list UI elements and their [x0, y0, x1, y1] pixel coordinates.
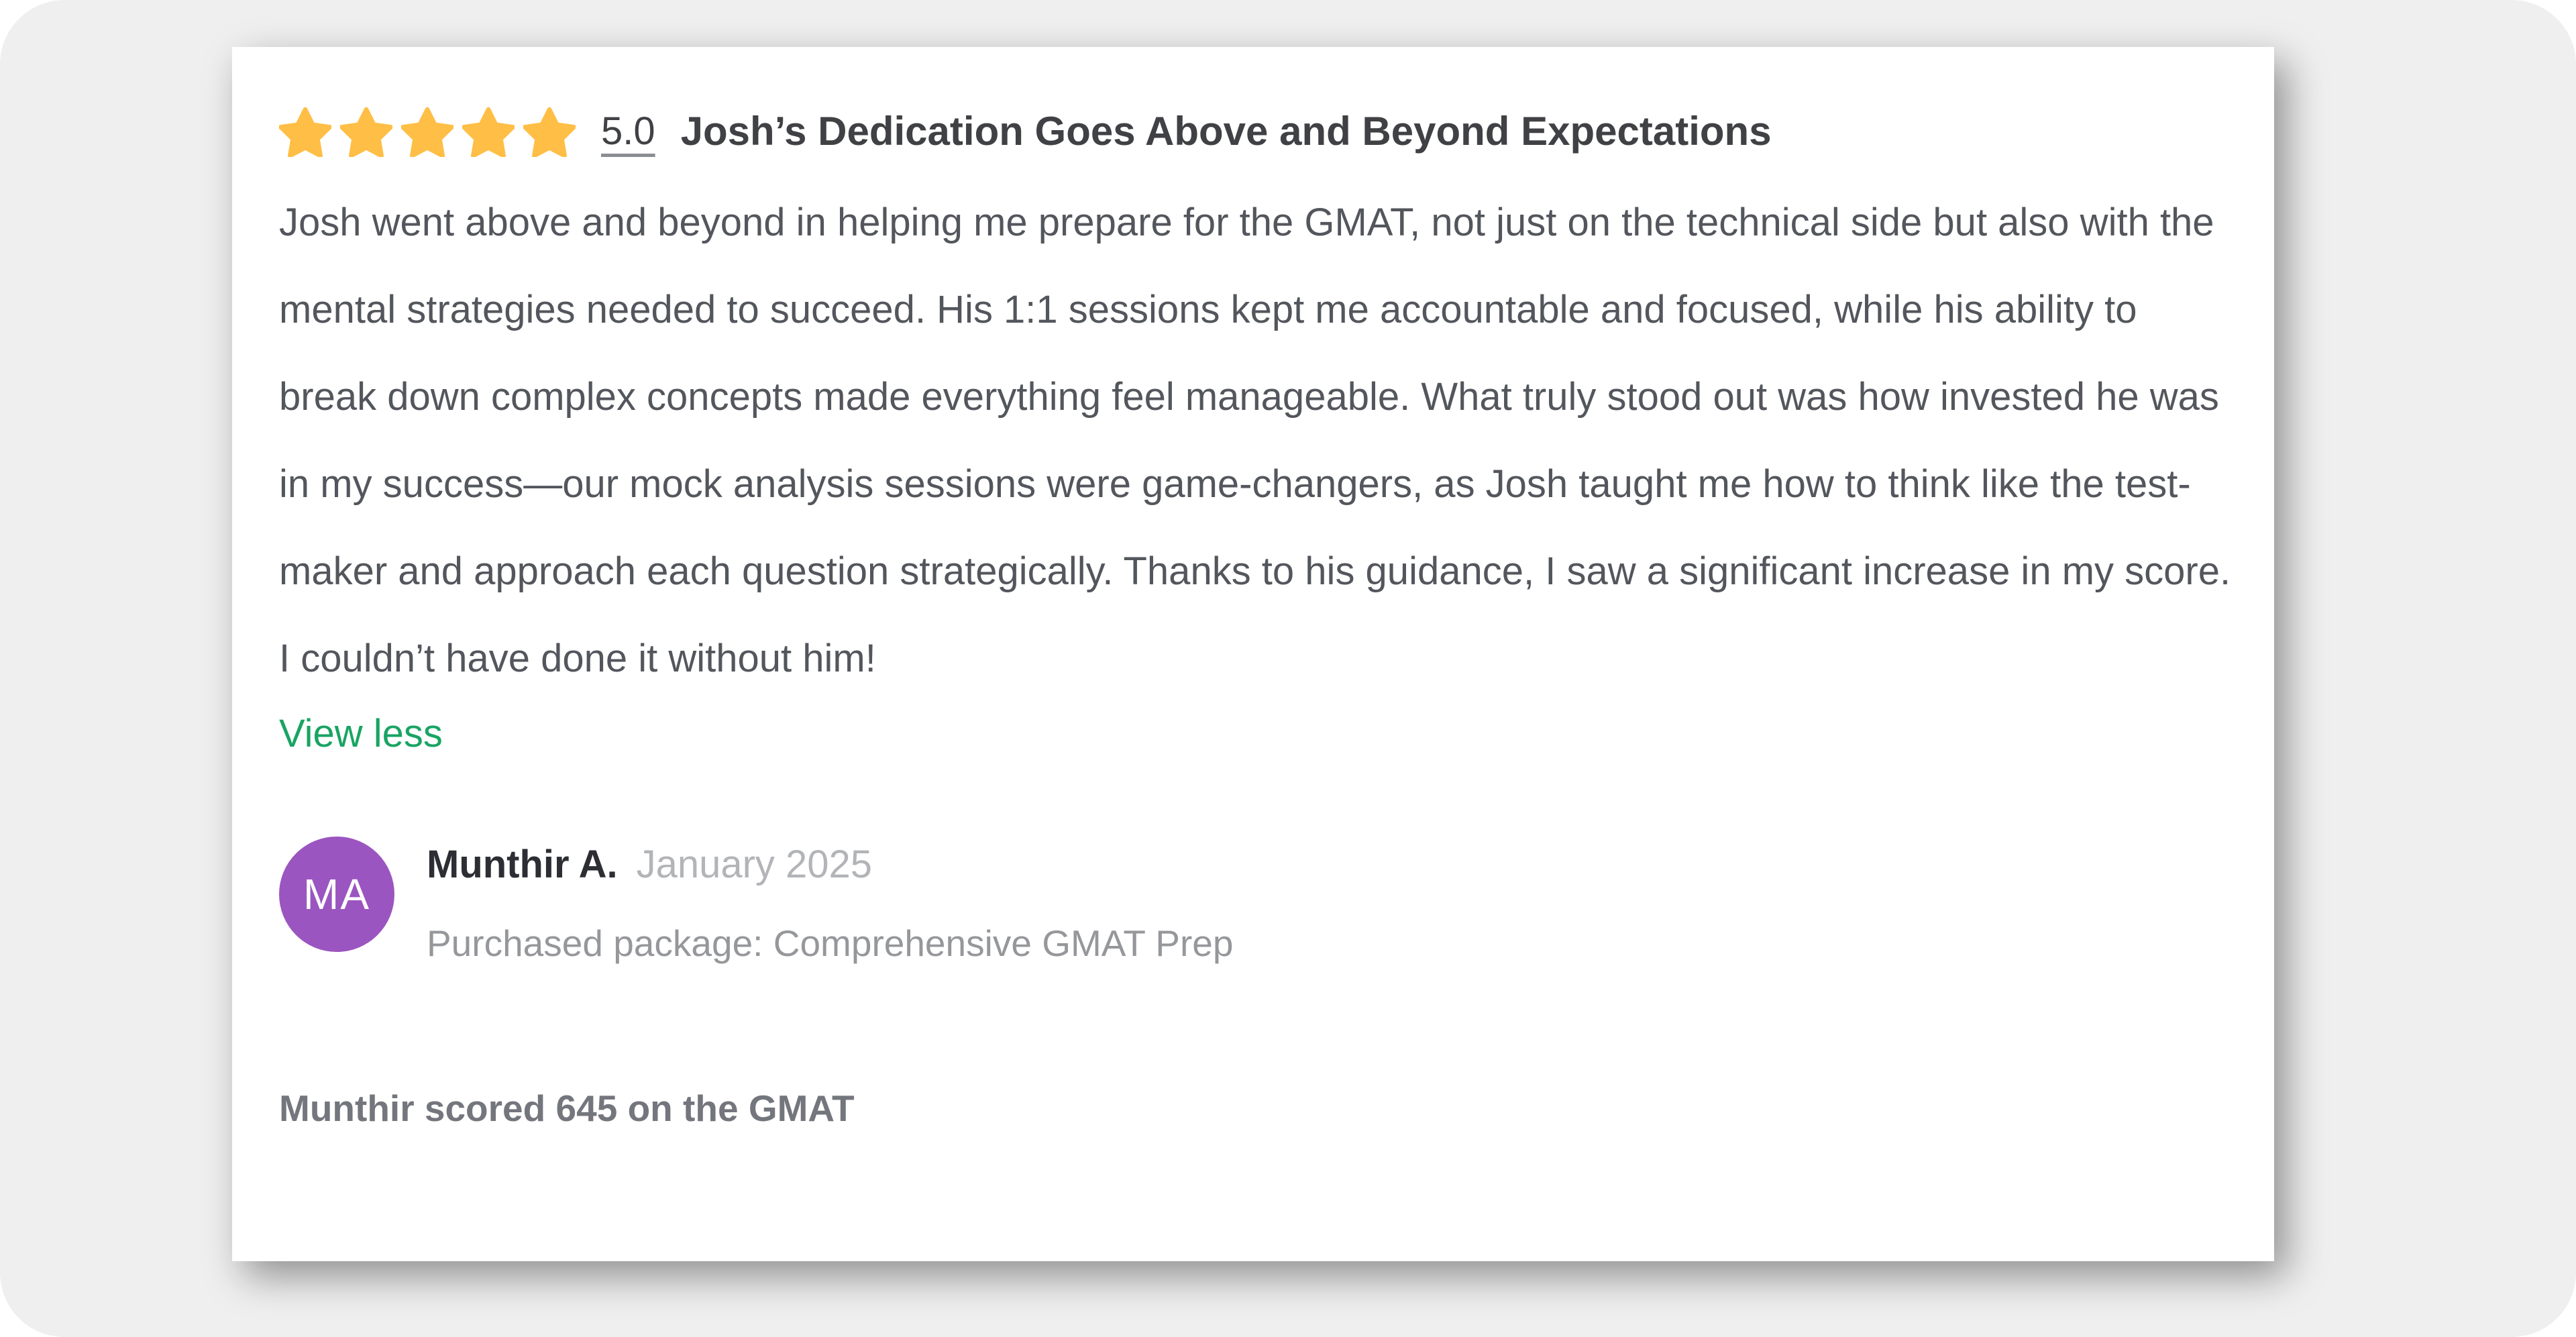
star-icon — [340, 107, 392, 157]
star-icon — [523, 107, 576, 157]
view-less-link[interactable]: View less — [279, 712, 443, 755]
review-date: January 2025 — [636, 843, 873, 886]
star-rating — [279, 107, 576, 157]
reviewer-name-row — [427, 842, 1233, 887]
star-icon — [401, 107, 453, 157]
review-header — [279, 101, 2227, 162]
star-icon — [279, 107, 331, 157]
reviewer-info — [427, 837, 1233, 965]
reviewer-name: Munthir A. — [427, 843, 618, 886]
star-icon — [462, 107, 515, 157]
score-footnote: Munthir scored 645 on the GMAT — [279, 1087, 855, 1129]
purchased-package: Purchased package: Comprehensive GMAT Prep — [427, 922, 1234, 964]
rating-value: 5.0 — [601, 109, 655, 153]
review-body-text: Josh went above and beyond in helping me prepare for the GMAT, not just on the technical side but also with the mental strategies needed to succeed. His 1:1 sessions kept me accountable and focused, while his ability to break down complex concepts made everything feel manageable. What truly stood out was how invested he was in my success—our mock analysis sessions were game-changers, as Josh taught me how to think like the test-maker and approach each question strategically. Thanks to his guidance, I saw a significant increase in my score. I couldn’t have done it without him! — [279, 201, 2231, 680]
review-title: Josh’s Dedication Goes Above and Beyond Expectations — [680, 109, 1772, 154]
review-card — [232, 47, 2274, 1261]
reviewer-section — [279, 837, 2227, 965]
avatar-initials: MA — [303, 870, 370, 918]
avatar — [279, 837, 394, 952]
